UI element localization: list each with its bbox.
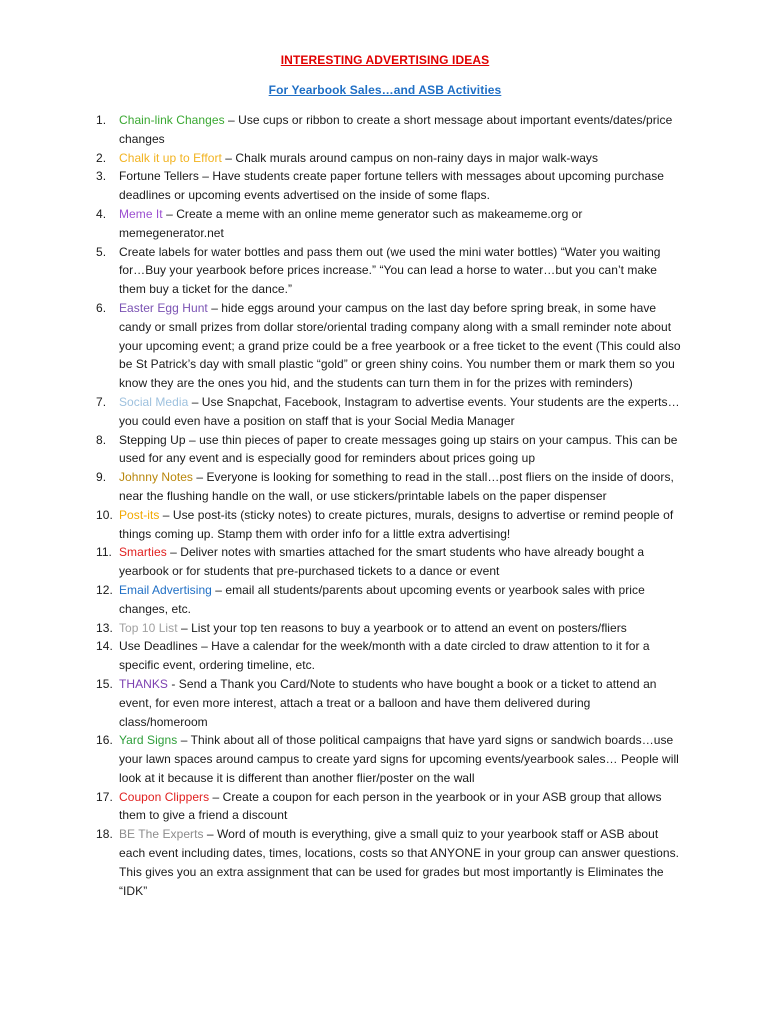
- item-text: Fortune Tellers – Have students create paper fortune tellers with messages about upcoming purchase deadlines or upcoming events advertised on the inside of some flaps.: [119, 169, 664, 203]
- item-number: 5.: [96, 244, 107, 259]
- list-item: [0, 637, 770, 675]
- item-number: 2.: [96, 150, 107, 165]
- item-text: – Word of mouth is everything, give a small quiz to your yearbook staff or ASB about each event including dates, times, locations, costs so that ANYONE in your group can answer questions. This gives you an extra assignment that can be used for grades but most importantly is Eliminates the “IDK”: [119, 827, 680, 898]
- item-term: Easter Egg Hunt: [119, 300, 208, 315]
- list-item: [0, 825, 770, 900]
- list-item: [0, 167, 770, 205]
- document-subtitle: For Yearbook Sales…and ASB Activities: [268, 83, 502, 97]
- item-term: Coupon Clippers: [119, 789, 210, 804]
- list-item: [0, 581, 770, 619]
- item-text: – List your top ten reasons to buy a yearbook or to attend an event on posters/fliers: [177, 620, 627, 635]
- item-number: 18.: [96, 827, 113, 842]
- item-number: 16.: [96, 733, 113, 748]
- item-term: Meme It: [119, 206, 163, 221]
- list-item: [0, 149, 770, 168]
- list-item: [0, 731, 770, 787]
- item-number: 4.: [96, 206, 107, 221]
- item-number: 14.: [96, 639, 113, 654]
- item-text: – Chalk murals around campus on non-rainy days in major walk-ways: [221, 150, 599, 165]
- item-term: Post-its: [119, 507, 160, 522]
- item-text: – Create a coupon for each person in the yearbook or in your ASB group that allows them to give a friend a discount: [119, 789, 662, 823]
- item-number: 11.: [96, 545, 112, 560]
- item-number: 8.: [96, 432, 107, 447]
- list-item: [0, 205, 770, 243]
- item-text: – Deliver notes with smarties attached for the smart students who have already bought a yearbook or for students that pre-purchased tickets to a dance or event: [119, 545, 645, 579]
- list-item: [0, 111, 770, 149]
- item-number: 15.: [96, 676, 113, 691]
- list-item: [0, 431, 770, 469]
- list-item: [0, 506, 770, 544]
- item-term: Smarties: [119, 545, 167, 560]
- document-title: INTERESTING ADVERTISING IDEAS: [280, 53, 490, 67]
- item-term: Yard Signs: [119, 733, 178, 748]
- list-item: [0, 468, 770, 506]
- item-text: – hide eggs around your campus on the last day before spring break, in some have candy or small prizes from dollar store/oriental trading company along with a small reminder note about your upcoming event; a grand prize could be a free yearbook or a free ticket to the event (This could also be St Patrick’s day with small plastic “gold” or green shiny coins. You number them or mark them so you know they are the ones you hid, and the students can turn them in for the prizes with reminders): [119, 300, 681, 391]
- item-text: – Use post-its (sticky notes) to create pictures, murals, designs to advertise or remind people of things coming up. Stamp them with order info for a little extra advertising!: [119, 507, 674, 541]
- item-number: 9.: [96, 470, 107, 485]
- item-text: Use Deadlines – Have a calendar for the week/month with a date circled to draw attention to it for a specific event, ordering timeline, etc.: [119, 639, 650, 673]
- item-term: Top 10 List: [119, 620, 178, 635]
- item-text: – Use cups or ribbon to create a short message about important events/dates/price changes: [119, 113, 673, 146]
- item-term: Email Advertising: [119, 582, 212, 597]
- item-text: – Everyone is looking for something to read in the stall…post fliers on the inside of doors, near the flushing handle on the wall, or use stickers/printable labels on the paper dispenser: [119, 470, 674, 503]
- item-term: Social Media: [119, 394, 189, 409]
- item-text: - Send a Thank you Card/Note to students who have bought a book or a ticket to attend an event, for even more interest, attach a treat or a balloon and have them delivered during class/homeroom: [119, 676, 657, 729]
- list-item: [0, 393, 770, 431]
- list-item: [0, 243, 770, 299]
- item-term: BE The Experts: [119, 827, 204, 842]
- item-number: 10.: [96, 507, 113, 522]
- list-item: [0, 675, 770, 731]
- item-text: Create labels for water bottles and pass them out (we used the mini water bottles) “Water you waiting for…Buy your yearbook before prices increase.” “You can lead a horse to water…but you can’t make them buy a ticket for the dance.”: [119, 244, 661, 297]
- item-number: 17.: [96, 789, 113, 804]
- item-text: – Create a meme with an online meme generator such as makeameme.org or memegenerator.net: [119, 206, 583, 240]
- item-text: Stepping Up – use thin pieces of paper to create messages going up stairs on your campus. This can be used for any event and is especially good for reminders about prices going up: [119, 432, 678, 466]
- item-number: 12.: [96, 582, 113, 597]
- item-number: 13.: [96, 620, 113, 635]
- list-item: [0, 788, 770, 826]
- item-term: Johnny Notes: [119, 470, 193, 485]
- ideas-list: [0, 111, 770, 900]
- item-number: 3.: [96, 169, 107, 184]
- item-text: – email all students/parents about upcoming events or yearbook sales with price changes, etc.: [119, 582, 645, 616]
- list-item: [0, 619, 770, 638]
- list-item: [0, 299, 770, 393]
- item-number: 6.: [96, 300, 107, 315]
- item-text: – Use Snapchat, Facebook, Instagram to advertise events. Your students are the experts…you could even have a position on staff that is your Social Media Manager: [119, 394, 680, 428]
- item-term: Chain-link Changes: [119, 113, 225, 127]
- list-item: [0, 543, 770, 581]
- item-number: 7.: [96, 394, 107, 409]
- item-term: Chalk it up to Effort: [119, 150, 222, 165]
- item-term: THANKS: [119, 676, 168, 691]
- item-number: 1.: [96, 113, 107, 127]
- item-text: – Think about all of those political campaigns that have yard signs or sandwich boards…use your lawn spaces around campus to create yard signs for upcoming events/yearbook sales… People will look at it because it is different than another flier/poster on the wall: [119, 733, 679, 785]
